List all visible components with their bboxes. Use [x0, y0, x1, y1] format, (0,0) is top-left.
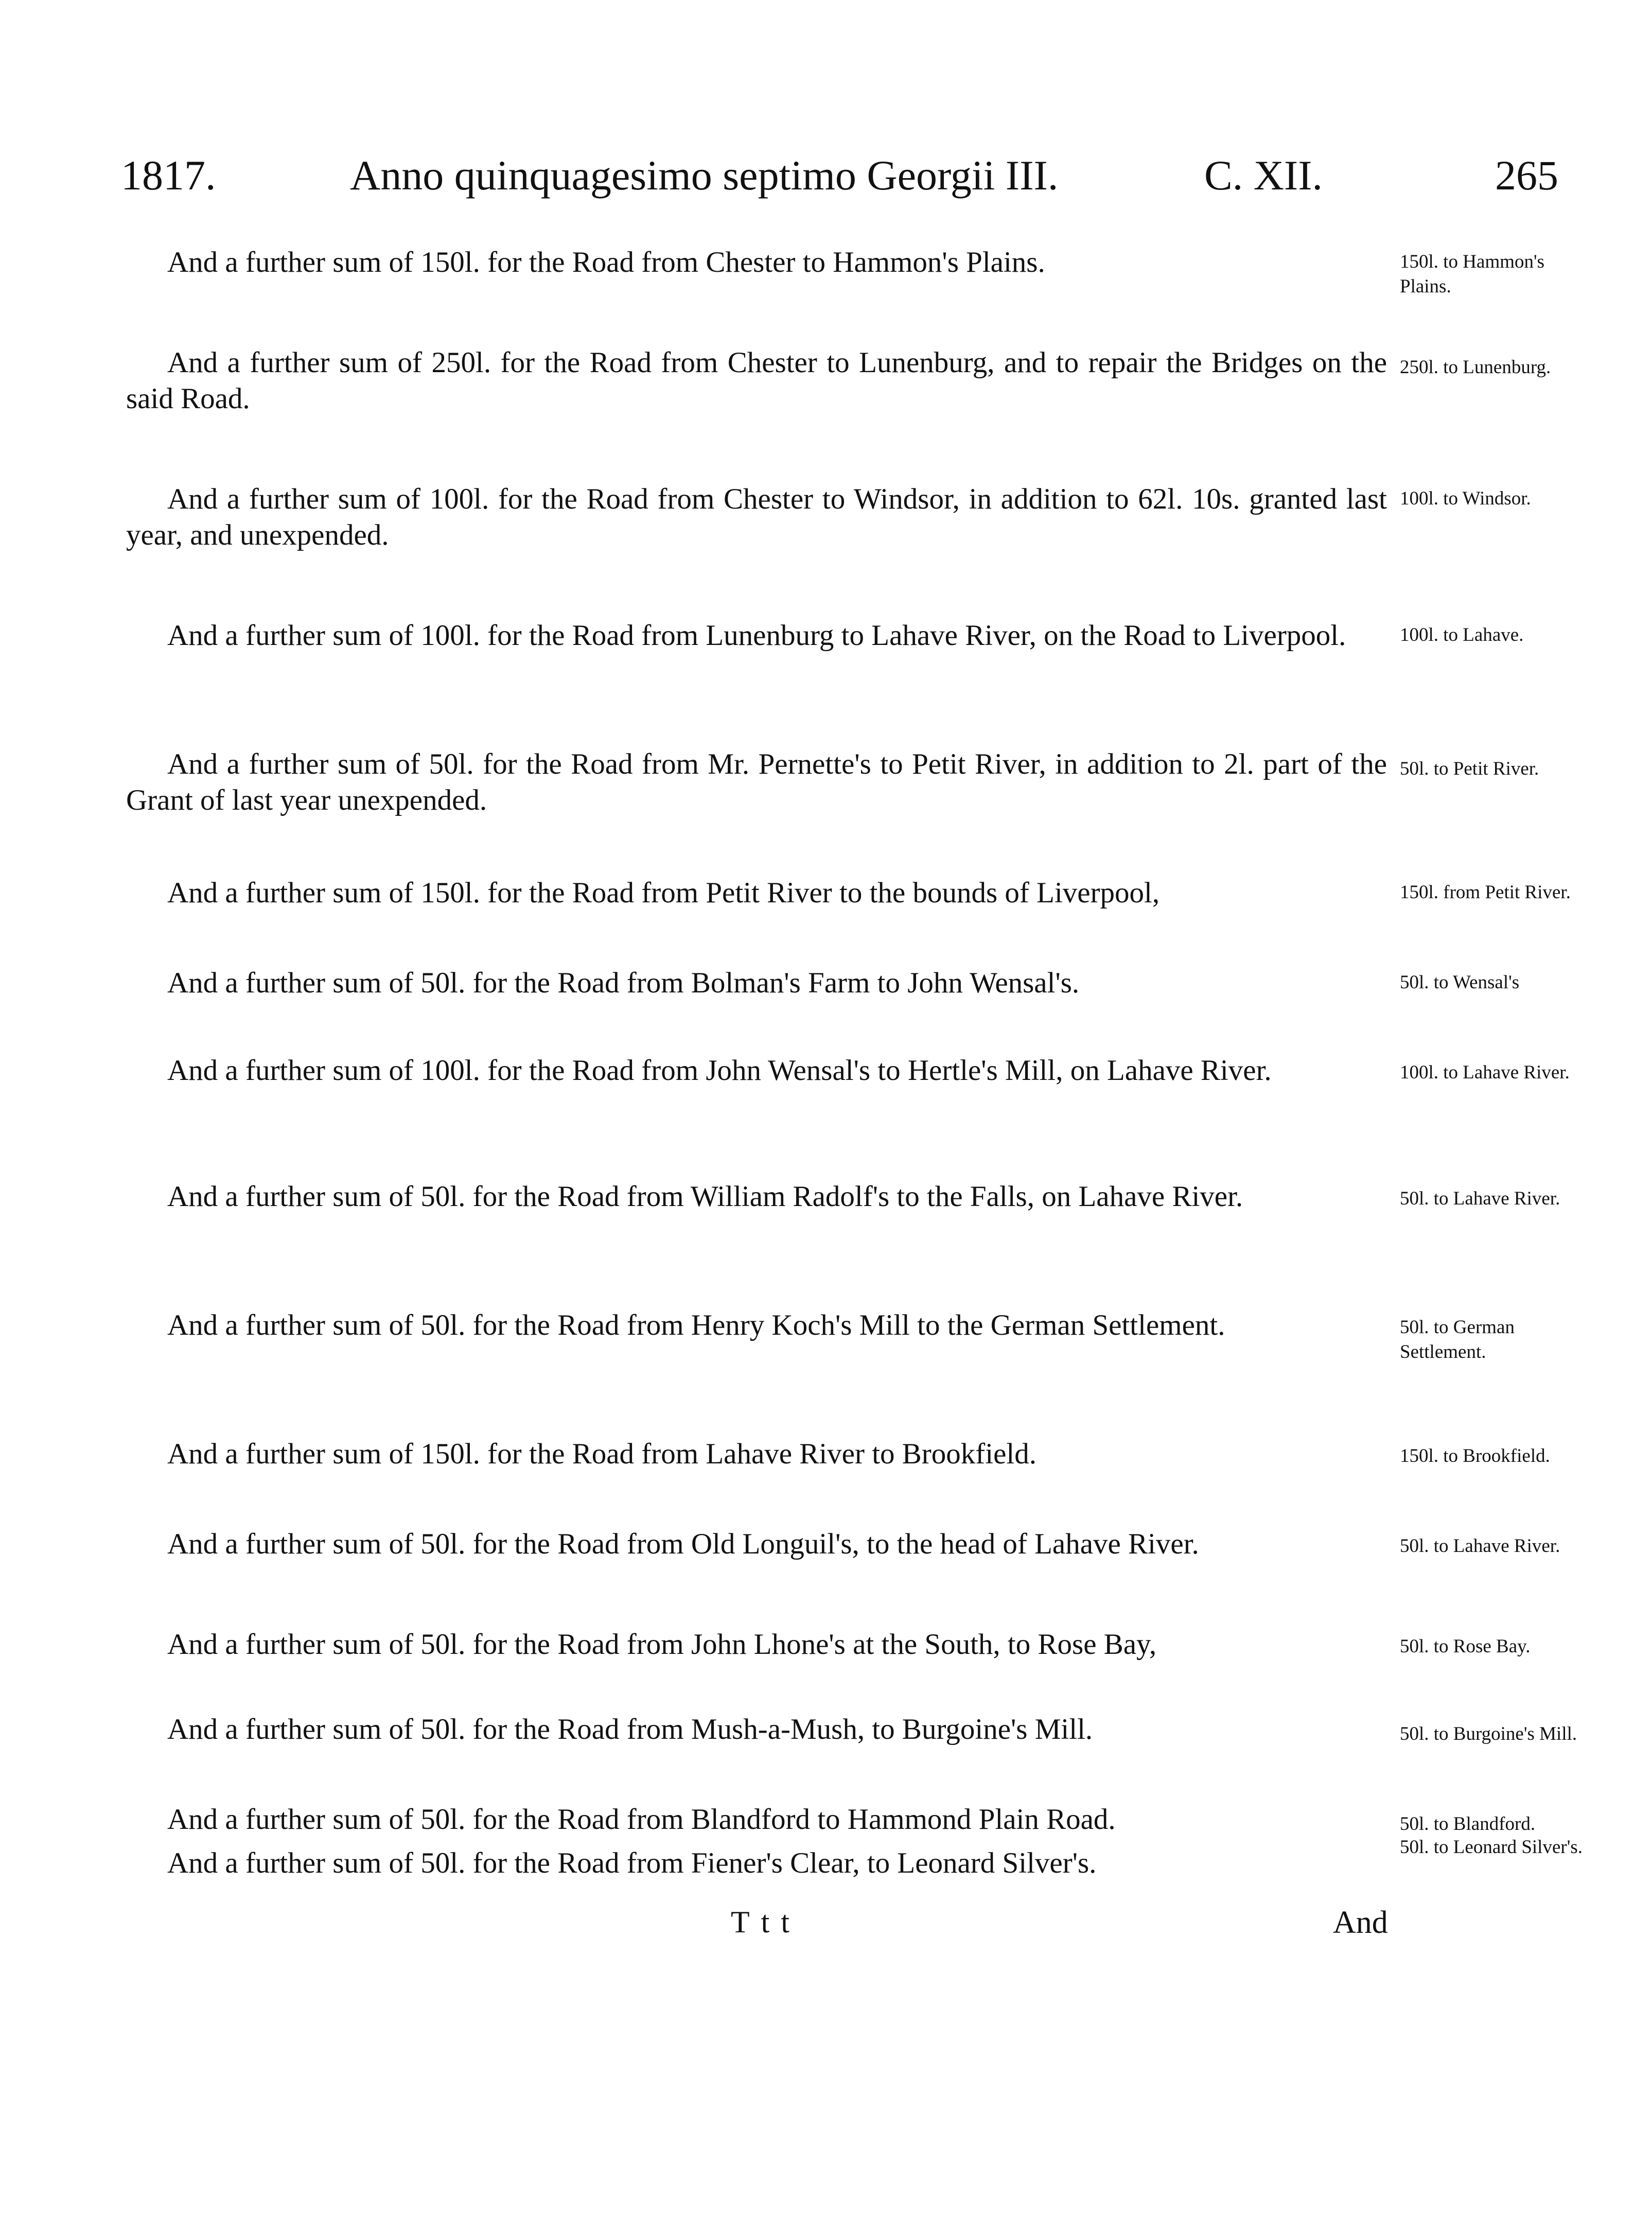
margin-note: 150l. to Hammon's Plains. [1400, 251, 1545, 297]
margin-note: 50l. to Petit River. [1400, 758, 1539, 779]
margin-note: 100l. to Lahave. [1400, 624, 1524, 645]
margin-note: 50l. to Leonard Silver's. [1400, 1837, 1583, 1858]
entry-text: And a further sum of 250l. for the Road from Chester to Lunenburg, and to repair the Bridges on the said Road. [126, 346, 1387, 415]
entry-text: And a further sum of 150l. for the Road from Chester to Hammon's Plains. [167, 246, 1045, 278]
margin-note: 50l. to Lahave River. [1400, 1188, 1560, 1209]
entry-text: And a further sum of 50l. for the Road from Mush-a-Mush, to Burgoine's Mill. [167, 1713, 1093, 1745]
entry-text: And a further sum of 50l. for the Road from Blandford to Hammond Plain Road. [167, 1803, 1116, 1836]
margin-note: 100l. to Windsor. [1400, 488, 1531, 509]
header-year: 1817. [121, 152, 216, 199]
entry-text: And a further sum of 150l. for the Road from Petit River to the bounds of Liverpool, [167, 877, 1160, 909]
entry-text: And a further sum of 50l. for the Road from Henry Koch's Mill to the German Settlement. [167, 1309, 1225, 1341]
header-chapter: C. XII. [1204, 152, 1323, 199]
entry-text: And a further sum of 100l. for the Road from Chester to Windsor, in addition to 62l. 10s. granted last year, and unexpended. [126, 483, 1387, 551]
signature-mark: Ttt [731, 1905, 801, 1939]
margin-note: 50l. to Lahave River. [1400, 1535, 1560, 1557]
margin-note: 50l. to Blandford. [1400, 1813, 1536, 1835]
margin-note: 50l. to Rose Bay. [1400, 1636, 1531, 1657]
margin-note: 100l. to Lahave River. [1400, 1062, 1570, 1083]
margin-note: 50l. to Wensal's [1400, 972, 1520, 993]
entry-text: And a further sum of 100l. for the Road from Lunenburg to Lahave River, on the Road to Liverpool. [167, 619, 1346, 652]
entry-text: And a further sum of 150l. for the Road from Lahave River to Brookfield. [167, 1438, 1036, 1470]
entry-text: And a further sum of 50l. for the Road from John Lhone's at the South, to Rose Bay, [167, 1628, 1157, 1661]
header-title: Anno quinquagesimo septimo Georgii III. [350, 152, 1059, 199]
entry-text: And a further sum of 50l. for the Road from William Radolf's to the Falls, on Lahave River. [167, 1180, 1243, 1213]
margin-note: 50l. to Burgoine's Mill. [1400, 1723, 1577, 1744]
entry-text: And a further sum of 50l. for the Road from Fiener's Clear, to Leonard Silver's. [167, 1847, 1097, 1879]
catchword: And [1333, 1905, 1388, 1940]
margin-note: 50l. to German Settlement. [1400, 1317, 1515, 1363]
entry-text: And a further sum of 50l. for the Road from Bolman's Farm to John Wensal's. [167, 967, 1080, 999]
entry-text: And a further sum of 50l. for the Road from Old Longuil's, to the head of Lahave River. [167, 1528, 1199, 1560]
page-number: 265 [1495, 152, 1558, 199]
margin-note: 150l. to Brookfield. [1400, 1445, 1550, 1466]
margin-note: 250l. to Lunenburg. [1400, 357, 1551, 378]
margin-note: 150l. from Petit River. [1400, 882, 1571, 903]
entry-text: And a further sum of 100l. for the Road from John Wensal's to Hertle's Mill, on Lahave River. [167, 1054, 1272, 1087]
entry-text: And a further sum of 50l. for the Road from Mr. Pernette's to Petit River, in addition to 2l. part of the Grant of last year unexpended. [126, 748, 1387, 816]
